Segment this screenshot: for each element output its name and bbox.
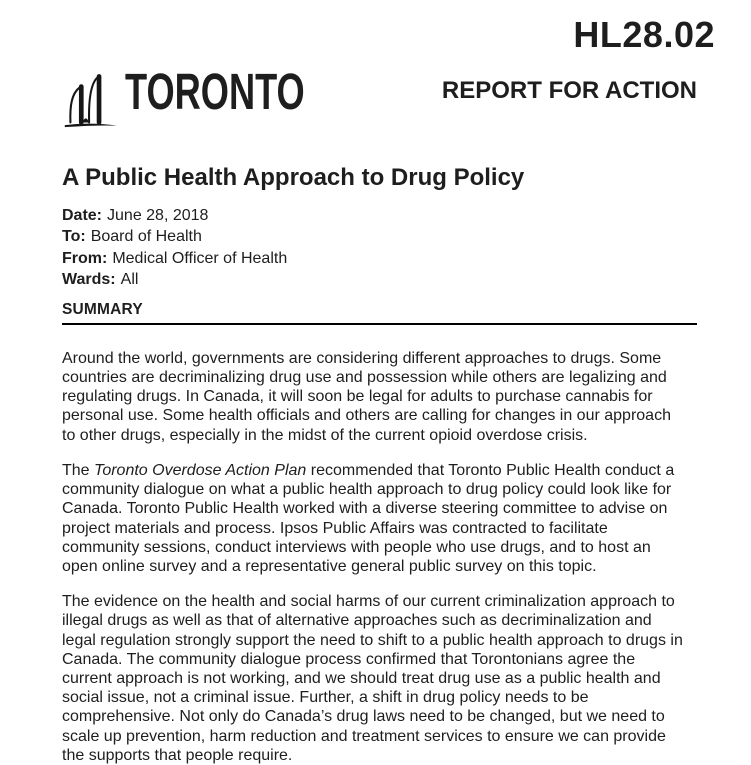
meta-label: Wards: — [62, 271, 116, 289]
summary-paragraph-1: Around the world, governments are considering different approaches to drugs. Some countries are decriminalizing drug use and possession while others are legalizing and regulating drugs. In Canada, it will soon be legal for adults to purchase cannabis for personal use. Some health officials and others are calling for changes in our approach to other drugs, especially in the midst of the current opioid overdose crisis. — [62, 349, 671, 444]
meta-value: Board of Health — [90, 228, 202, 246]
meta-label: From: — [62, 249, 108, 267]
section-heading-summary: SUMMARY — [62, 301, 697, 325]
summary-body — [62, 349, 751, 765]
meta-value: June 28, 2018 — [107, 206, 209, 224]
meta-row-wards — [62, 269, 751, 291]
report-type-banner: REPORT FOR ACTION — [441, 76, 697, 104]
meta-row-to — [62, 226, 751, 248]
toronto-city-hall-icon — [62, 68, 120, 132]
report-meta — [62, 205, 751, 291]
meta-row-from — [62, 248, 751, 270]
toronto-overdose-action-plan-italic: Toronto Overdose Action Plan — [94, 461, 307, 479]
page-title: A Public Health Approach to Drug Policy — [62, 163, 525, 191]
paragraph-2-prefix: The — [62, 461, 95, 479]
agenda-item-number: HL28.02 — [573, 14, 715, 55]
report-header — [62, 62, 697, 132]
summary-paragraph-3: The evidence on the health and social harms of our current criminalization approach to illegal drugs as well as that of alternative approaches such as decriminalization and legal regulation strongly support the need to shift to a public health approach to drugs in Canada. The community dialogue process confirmed that Torontonians agree the current approach is not working, and we should treat drug use as a public health and social issue, not a criminal issue. Further, a shift in drug policy needs to be comprehensive. Not only do Canada’s drug laws need to be changed, but we need to scale up prevention, harm reduction and treatment services to ensure we can provide the supports that people require. — [62, 593, 683, 764]
meta-label: To: — [62, 228, 86, 246]
meta-value: Medical Officer of Health — [112, 249, 288, 267]
meta-label: Date: — [62, 206, 103, 224]
toronto-logo — [62, 62, 378, 132]
meta-row-date — [62, 205, 751, 227]
summary-paragraph-2 — [62, 461, 687, 576]
toronto-wordmark: TORONTO — [125, 62, 305, 120]
meta-value: All — [120, 271, 139, 289]
paragraph-2-rest: recommended that Toronto Public Health conduct a community dialogue on what a public health approach to drug policy could look like for Canada. Toronto Public Health worked with a diverse steering committee to advise on project materials and process. Ipsos Public Affairs was contracted to facilitate community sessions, conduct interviews with people who use drugs, and to host an open online survey and a representative general public survey on this topic. — [62, 461, 675, 575]
